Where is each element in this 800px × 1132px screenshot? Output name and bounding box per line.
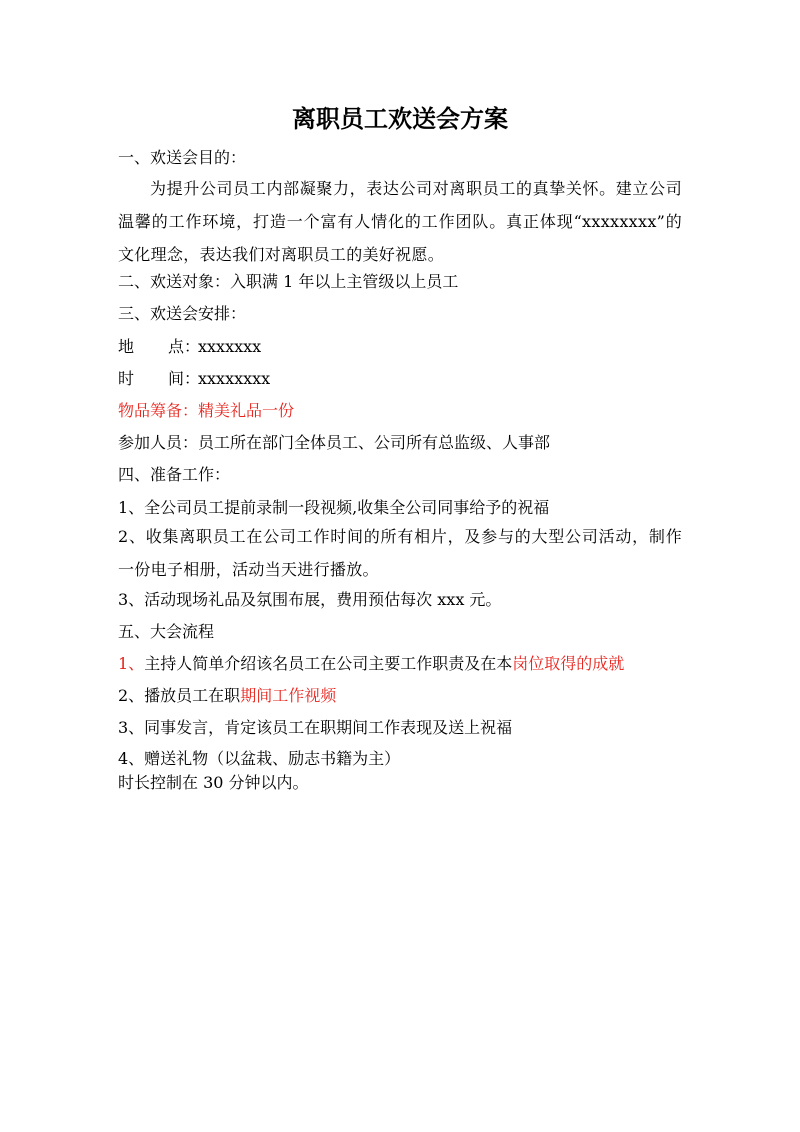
section-5-heading: 五、大会流程 <box>118 622 215 641</box>
flow-item-2-text: 2、播放员工在职 <box>118 686 241 705</box>
items-preparation: 物品筹备：精美礼品一份 <box>118 401 295 420</box>
time-label-2: 间： <box>168 369 201 388</box>
section-1-heading: 一、欢送会目的： <box>118 148 247 167</box>
time-label-1: 时 <box>118 369 135 388</box>
prep-item-3: 3、活动现场礼品及氛围布展，费用预估每次 xxx 元。 <box>118 590 502 609</box>
flow-item-1 <box>118 653 624 675</box>
prep-item-1: 1、全公司员工提前录制一段视频,收集全公司同事给予的祝福 <box>118 498 550 517</box>
flow-item-2 <box>118 685 336 707</box>
document-title: 离职员工欢送会方案 <box>292 104 508 133</box>
time-value: xxxxxxxx <box>198 369 271 388</box>
flow-item-4: 4、赠送礼物（以盆栽、励志书籍为主） <box>118 749 401 768</box>
section-3-heading: 三、欢送会安排： <box>118 304 247 323</box>
prep-item-2: 2、收集离职员工在公司工作时间的所有相片，及参与的大型公司活动，制作一份电子相册，活动当天进行播放。 <box>118 527 682 579</box>
flow-item-1-number: 1、 <box>118 654 145 673</box>
flow-item-3: 3、同事发言，肯定该员工在职期间工作表现及送上祝福 <box>118 718 513 737</box>
participants: 参加人员：员工所在部门全体员工、公司所有总监级、人事部 <box>118 433 551 452</box>
place-row <box>118 336 261 358</box>
time-row <box>118 368 270 390</box>
place-label-1: 地 <box>118 337 135 356</box>
section-2-target: 二、欢送对象：入职满 1 年以上主管级以上员工 <box>118 272 459 291</box>
section-1-body: 为提升公司员工内部凝聚力，表达公司对离职员工的真挚关怀。建立公司温馨的工作环境，打造一个富有人情化的工作团队。真正体现“xxxxxxxx”的文化理念，表达我们对离职员工的美好祝愿。 <box>118 179 682 264</box>
flow-item-1-highlight: 岗位取得的成就 <box>512 654 625 673</box>
duration-note: 时长控制在 30 分钟以内。 <box>118 773 309 792</box>
flow-item-2-highlight: 期间工作视频 <box>240 686 337 705</box>
flow-item-1-text: 主持人简单介绍该名员工在公司主要工作职责及在本 <box>144 654 513 673</box>
place-label-2: 点： <box>168 337 201 356</box>
section-4-heading: 四、准备工作： <box>118 465 231 484</box>
place-value: xxxxxxx <box>198 337 262 356</box>
